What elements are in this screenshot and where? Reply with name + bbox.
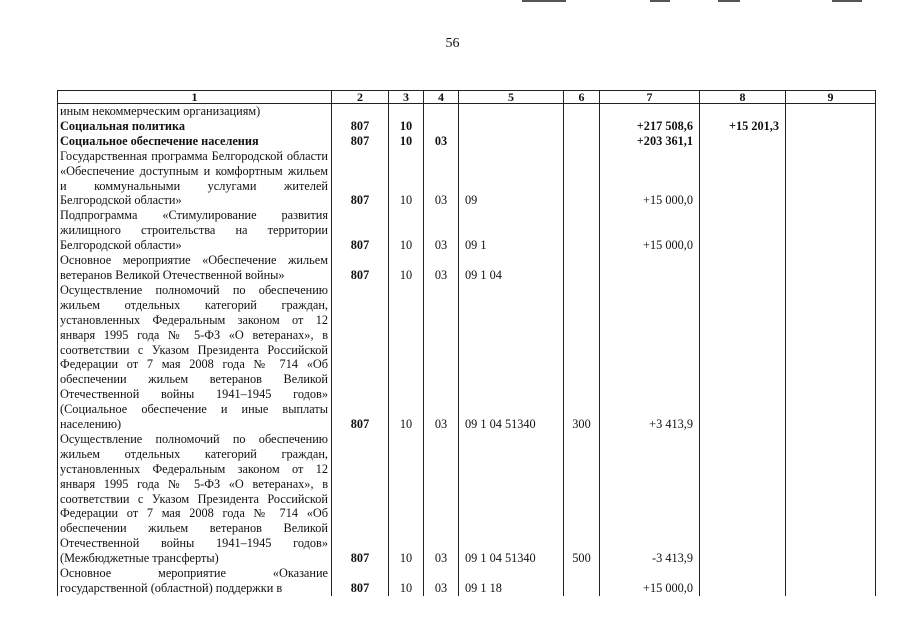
- column-header: 6: [564, 91, 600, 104]
- table-row: [58, 119, 876, 134]
- target-article-code: [459, 119, 564, 134]
- amount-col7: +15 000,0: [600, 149, 700, 209]
- section-code: 10: [389, 149, 424, 209]
- table-row: [58, 283, 876, 432]
- section-code: 10: [389, 134, 424, 149]
- amount-col8: [700, 149, 786, 209]
- subsection-code: [424, 104, 459, 119]
- column-header: 4: [424, 91, 459, 104]
- expense-type-code: [564, 134, 600, 149]
- expense-type-code: 300: [564, 283, 600, 432]
- table-row: [58, 566, 876, 596]
- page-number: 56: [445, 36, 460, 51]
- subsection-code: 03: [424, 149, 459, 209]
- amount-col7: [600, 253, 700, 283]
- subsection-code: 03: [424, 253, 459, 283]
- target-article-code: 09 1 04: [459, 253, 564, 283]
- expense-type-code: [564, 566, 600, 596]
- subsection-code: [424, 119, 459, 134]
- admin-code: 807: [332, 566, 389, 596]
- table-row: [58, 208, 876, 253]
- amount-col9: [786, 253, 876, 283]
- section-code: 10: [389, 432, 424, 566]
- amount-col8: +15 201,3: [700, 119, 786, 134]
- amount-col8: [700, 253, 786, 283]
- subsection-code: 03: [424, 134, 459, 149]
- table-row: [58, 134, 876, 149]
- amount-col9: [786, 119, 876, 134]
- column-header: 7: [600, 91, 700, 104]
- admin-code: 807: [332, 119, 389, 134]
- amount-col8: [700, 134, 786, 149]
- amount-col7: +203 361,1: [600, 134, 700, 149]
- budget-table: [57, 90, 876, 596]
- target-article-code: 09: [459, 149, 564, 209]
- amount-col9: [786, 432, 876, 566]
- section-code: 10: [389, 283, 424, 432]
- amount-col8: [700, 283, 786, 432]
- subsection-code: 03: [424, 432, 459, 566]
- column-header: 2: [332, 91, 389, 104]
- expense-type-code: [564, 104, 600, 119]
- amount-col9: [786, 104, 876, 119]
- target-article-code: 09 1 04 51340: [459, 283, 564, 432]
- amount-col7: +15 000,0: [600, 208, 700, 253]
- expense-type-code: [564, 253, 600, 283]
- subsection-code: 03: [424, 566, 459, 596]
- subsection-code: 03: [424, 208, 459, 253]
- row-description: Основное мероприятие «Оказание государственной (областной) поддержки в: [58, 566, 332, 596]
- table-row: [58, 432, 876, 566]
- admin-code: 807: [332, 283, 389, 432]
- amount-col8: [700, 566, 786, 596]
- column-header: 8: [700, 91, 786, 104]
- row-description: Подпрограмма «Стимулирование развития жилищного строительства на территории Белгородской области»: [58, 208, 332, 253]
- target-article-code: [459, 134, 564, 149]
- table-header-row: [58, 91, 876, 104]
- row-description: Осуществление полномочий по обеспечению жильем отдельных категорий граждан, установленных Федеральным законом от 12 января 1995 года № 5-ФЗ «О ветеранах», в соответствии с Указом Президента Российской Федерации от 7 мая 2008 года № 714 «Об обеспечении жильем ветеранов Великой Отечественной войны 1941–1945 годов» (Межбюджетные трансферты): [58, 432, 332, 566]
- row-description: Основное мероприятие «Обеспечение жильем ветеранов Великой Отечественной войны»: [58, 253, 332, 283]
- amount-col8: [700, 104, 786, 119]
- amount-col9: [786, 566, 876, 596]
- table-row: [58, 149, 876, 209]
- row-description: Социальная политика: [58, 119, 332, 134]
- section-code: 10: [389, 208, 424, 253]
- amount-col9: [786, 283, 876, 432]
- expense-type-code: [564, 119, 600, 134]
- subsection-code: 03: [424, 283, 459, 432]
- top-edge-mark: [650, 0, 670, 2]
- row-description: Социальное обеспечение населения: [58, 134, 332, 149]
- expense-type-code: 500: [564, 432, 600, 566]
- target-article-code: [459, 104, 564, 119]
- column-header: 3: [389, 91, 424, 104]
- amount-col9: [786, 134, 876, 149]
- amount-col7: +217 508,6: [600, 119, 700, 134]
- top-edge-mark: [832, 0, 862, 2]
- section-code: [389, 104, 424, 119]
- admin-code: 807: [332, 432, 389, 566]
- expense-type-code: [564, 149, 600, 209]
- target-article-code: 09 1 04 51340: [459, 432, 564, 566]
- row-description: Государственная программа Белгородской области «Обеспечение доступным и комфортным жильем и коммунальными услугами жителей Белгородской области»: [58, 149, 332, 209]
- column-header: 5: [459, 91, 564, 104]
- section-code: 10: [389, 119, 424, 134]
- target-article-code: 09 1 18: [459, 566, 564, 596]
- amount-col9: [786, 149, 876, 209]
- amount-col7: +3 413,9: [600, 283, 700, 432]
- section-code: 10: [389, 253, 424, 283]
- table-row: [58, 253, 876, 283]
- table-row: [58, 104, 876, 119]
- admin-code: 807: [332, 134, 389, 149]
- amount-col7: -3 413,9: [600, 432, 700, 566]
- target-article-code: 09 1: [459, 208, 564, 253]
- column-header: 1: [58, 91, 332, 104]
- row-description: Осуществление полномочий по обеспечению жильем отдельных категорий граждан, установленных Федеральным законом от 12 января 1995 года № 5-ФЗ «О ветеранах», в соответствии с Указом Президента Российской Федерации от 7 мая 2008 года № 714 «Об обеспечении жильем ветеранов Великой Отечественной войны 1941–1945 годов» (Социальное обеспечение и иные выплаты населению): [58, 283, 332, 432]
- admin-code: 807: [332, 149, 389, 209]
- amount-col9: [786, 208, 876, 253]
- top-edge-mark: [522, 0, 566, 2]
- admin-code: 807: [332, 253, 389, 283]
- expense-type-code: [564, 208, 600, 253]
- amount-col8: [700, 208, 786, 253]
- amount-col7: +15 000,0: [600, 566, 700, 596]
- row-description: иным некоммерческим организациям): [58, 104, 332, 119]
- amount-col8: [700, 432, 786, 566]
- top-edge-mark: [718, 0, 740, 2]
- admin-code: 807: [332, 208, 389, 253]
- section-code: 10: [389, 566, 424, 596]
- column-header: 9: [786, 91, 876, 104]
- amount-col7: [600, 104, 700, 119]
- admin-code: [332, 104, 389, 119]
